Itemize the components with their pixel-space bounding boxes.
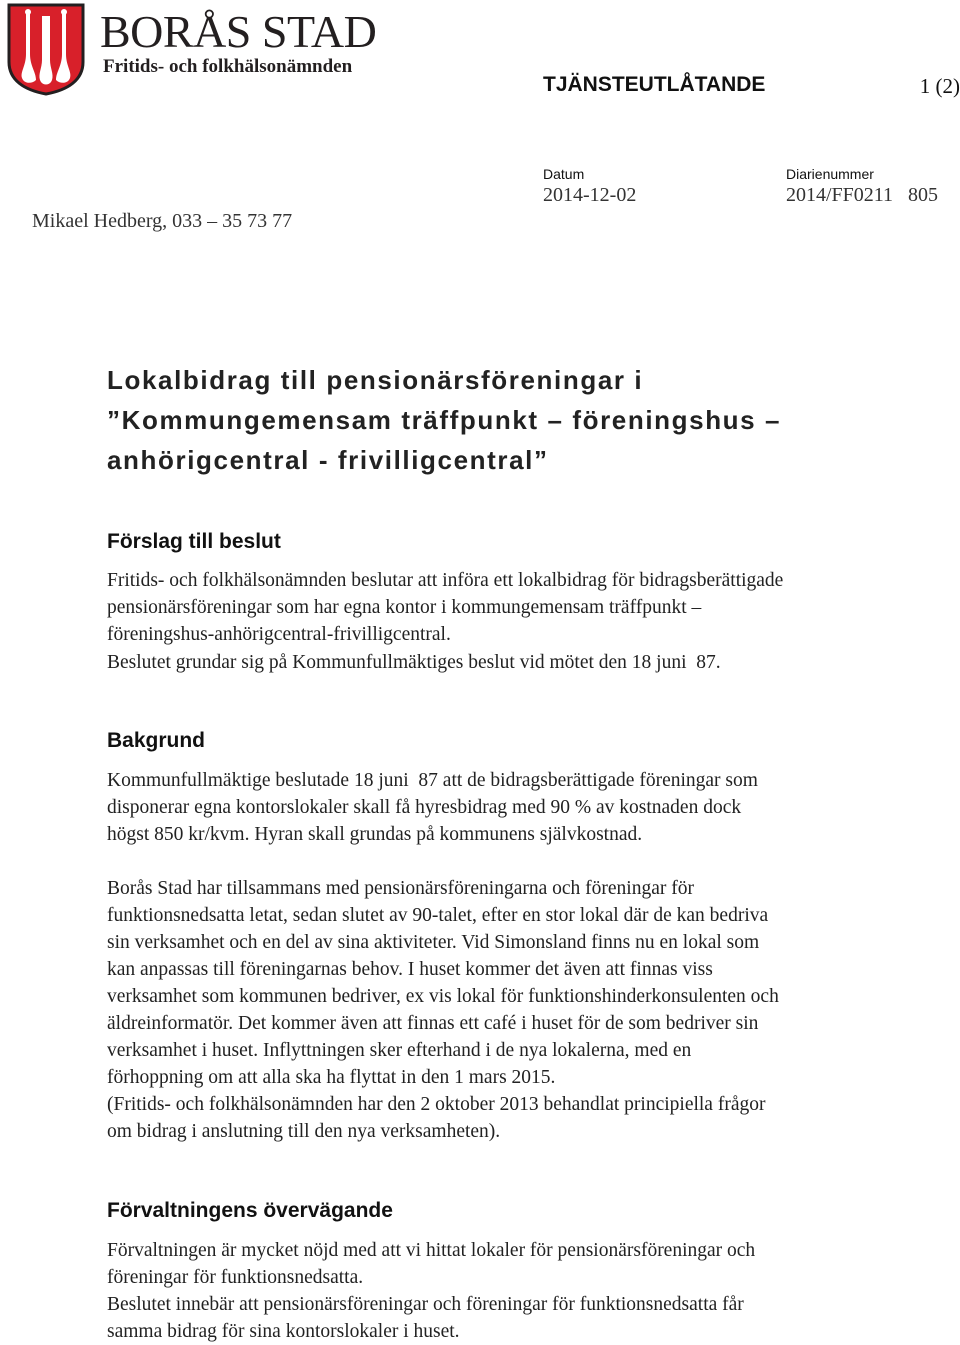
coat-of-arms-icon bbox=[6, 2, 86, 96]
text-line: disponerar egna kontorslokaler skall få hyresbidrag med 90 % av kostnaden dock bbox=[107, 797, 742, 819]
text-line: pensionärsföreningar som har egna kontor i kommungemensam träffpunkt – bbox=[107, 597, 702, 619]
text-line: Beslutet innebär att pensionärsföreningar och föreningar för funktionsnedsatta får bbox=[107, 1294, 744, 1315]
reference-value: 2014/FF0211 805 bbox=[786, 184, 939, 206]
text-line: Fritids- och folkhälsonämnden beslutar att införa ett lokalbidrag för bidragsberättigade bbox=[107, 570, 784, 591]
consideration-heading: Förvaltningens övervägande bbox=[107, 1199, 393, 1222]
text-line: föreningar för funktionsnedsatta. bbox=[107, 1267, 364, 1288]
text-line: verksamhet som kommunen bedriver, ex vis lokal för funktionshinderkonsulenten och bbox=[107, 986, 779, 1007]
reference-label: Diarienummer bbox=[786, 166, 874, 182]
proposal-heading: Förslag till beslut bbox=[107, 530, 281, 553]
page-number: 1 (2) bbox=[919, 74, 960, 98]
text-line: Beslutet grundar sig på Kommunfullmäktiges beslut vid mötet den 18 juni 87. bbox=[107, 651, 721, 673]
text-line: verksamhet i huset. Inflyttningen sker efterhand i de nya lokalerna, med en bbox=[107, 1040, 692, 1061]
text-line: Borås Stad har tillsammans med pensionärsföreningarna och föreningar för bbox=[107, 878, 694, 899]
text-line: kan anpassas till föreningarnas behov. I huset kommer det även att finnas viss bbox=[107, 959, 713, 980]
contact-info: Mikael Hedberg, 033 – 35 73 77 bbox=[32, 210, 293, 232]
title-line: Lokalbidrag till pensionärsföreningar i bbox=[107, 365, 644, 395]
date-label: Datum bbox=[543, 166, 585, 182]
title-line: ”Kommungemensam träffpunkt – föreningshus – bbox=[107, 405, 782, 435]
org-unit: Fritids- och folkhälsonämnden bbox=[103, 56, 353, 77]
background-paragraph-1 bbox=[107, 767, 937, 849]
text-line: (Fritids- och folkhälsonämnden har den 2 oktober 2013 behandlat principiella frågor bbox=[107, 1094, 766, 1115]
text-line: Kommunfullmäktige beslutade 18 juni 87 att de bidragsberättigade föreningar som bbox=[107, 770, 758, 791]
text-line: högst 850 kr/kvm. Hyran skall grundas på kommunens självkostnad. bbox=[107, 824, 643, 846]
text-line: funktionsnedsatta letat, sedan slutet av 90-talet, efter en stor lokal där de kan bedriva bbox=[107, 905, 769, 926]
background-paragraph-2 bbox=[107, 875, 937, 1145]
consideration-text bbox=[107, 1237, 937, 1345]
text-line: sin verksamhet och en del av sina aktiviteter. Vid Simonsland finns nu en lokal som bbox=[107, 932, 760, 953]
org-name: BORÅS STAD bbox=[100, 6, 377, 57]
background-heading: Bakgrund bbox=[107, 729, 206, 752]
date-value: 2014-12-02 bbox=[543, 184, 637, 206]
document-type: TJÄNSTEUTLÅTANDE bbox=[543, 73, 766, 96]
title-line: anhörigcentral - frivilligcentral” bbox=[107, 445, 549, 475]
text-line: föreningshus-anhörigcentral-frivilligcentral. bbox=[107, 624, 451, 646]
proposal-text bbox=[107, 567, 937, 676]
text-line: samma bidrag för sina kontorslokaler i huset. bbox=[107, 1321, 460, 1342]
document-title bbox=[107, 360, 927, 480]
text-line: äldreinformatör. Det kommer även att finnas ett café i huset för de som bedriver sin bbox=[107, 1013, 759, 1034]
text-line: Förvaltningen är mycket nöjd med att vi hittat lokaler för pensionärsföreningar och bbox=[107, 1240, 756, 1261]
text-line: om bidrag i anslutning till den nya verksamheten). bbox=[107, 1121, 501, 1142]
text-line: förhoppning om att alla ska ha flyttat in den 1 mars 2015. bbox=[107, 1067, 556, 1088]
